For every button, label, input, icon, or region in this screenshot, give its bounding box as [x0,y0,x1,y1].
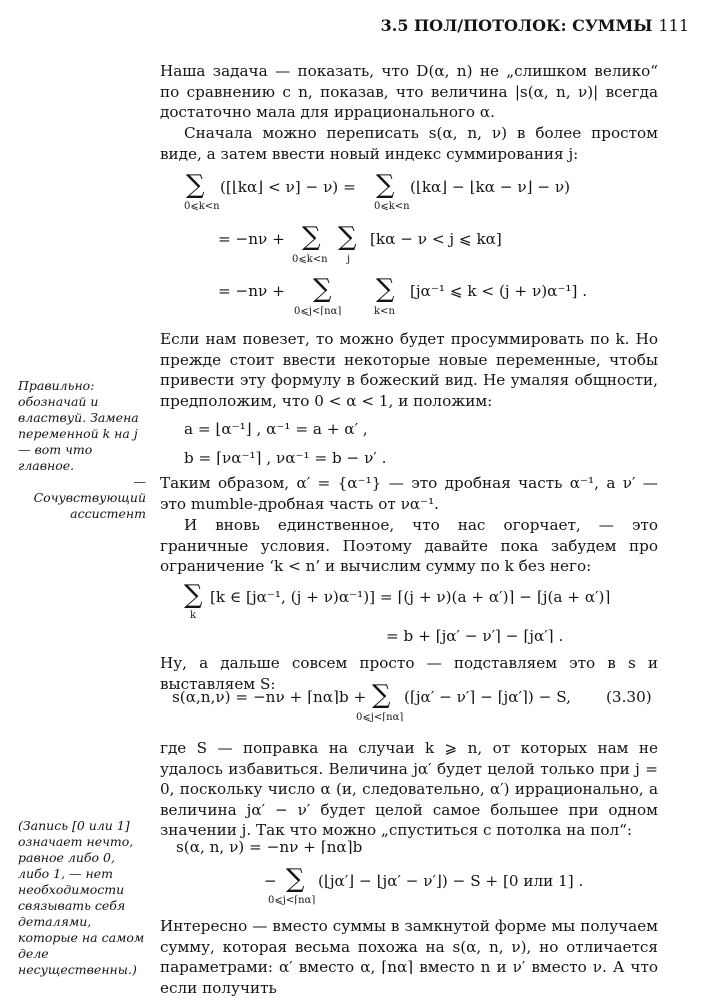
eq1-sub-b: 0⩽k<n [374,201,410,212]
equation-number: (3.30) [606,688,652,706]
sum-symbol: ∑ [184,580,203,610]
paragraph-5: И вновь единственное, что нас огорчает, — это граничные условия. Поэтому давайте пока забудем про ограничение ‘k < n’ и вычислим сумму по k без него: [160,516,658,576]
sum-symbol: ∑ [376,274,395,304]
sum-symbol: ∑ [186,170,205,200]
eq1-line3-pre: = −nν + [218,282,285,300]
eq5-line1: s(α, n, ν) = −nν + ⌈nα⌉b [176,838,363,856]
paragraph-1: Наша задача — показать, что D(α, n) не „слишком велико“ по сравнению с n, показав, что величина |s(α, n, ν)| всегда достаточно мала для иррационального α. [160,62,658,122]
eq1-line2-pre: = −nν + [218,230,285,248]
paragraph-8: Интересно — вместо суммы в замкнутой форме мы получаем сумму, которая весьма похожа на s(α, n, ν), но отличается параметрами: α′ вместо α, ⌈nα⌉ вместо n и ν′ вместо ν. А что если получить [160,917,658,997]
eq1-line2-sub2: j [347,254,351,265]
page-number: 111 [658,16,689,35]
running-header [381,16,689,35]
sum-symbol: ∑ [372,680,391,710]
paragraph-4: Таким образом, α′ = {α⁻¹} — это дробная часть α⁻¹, а ν′ — это mumble-дробная часть от να⁻¹. [160,474,658,513]
sum-symbol: ∑ [376,170,395,200]
eq3-line2: = b + ⌈jα′ − ν′⌉ − ⌈jα′⌉ . [386,627,564,645]
sum-symbol: ∑ [302,222,321,252]
paragraph-3: Если нам повезет, то можно будет просуммировать по k. Но прежде стоит ввести некоторые новые переменные, чтобы привести эту формулу в божеский вид. Не умаляя общности, предположим, что 0 < α < 1, и положим: [160,330,658,410]
margin-note-2: (Запись [0 или 1] означает нечто, равное либо 0, либо 1, — нет необходимости связывать себя деталями, которые на самом деле несущественны.) [18,818,145,977]
margin-note-1-signature: — Сочувствующий ассистент [33,474,146,521]
eq1-sub-a: 0⩽k<n [184,201,220,212]
eq1-line1-lhs: ([⌊kα⌋ < ν] − ν) = [220,178,356,196]
eq1-line3-sub2: k<n [374,306,395,317]
eq5-line2-body: (⌊jα′⌋ − ⌊jα′ − ν′⌋) − S + [0 или 1] . [318,872,584,890]
eq1-line3-body: [jα⁻¹ ⩽ k < (j + ν)α⁻¹] . [410,282,588,300]
eq4-pre: s(α,n,ν) = −nν + ⌈nα⌉b + [172,688,367,706]
eq1-line1-rhs: (⌊kα⌋ − ⌊kα − ν⌋ − ν) [410,178,571,196]
eq5-sub: 0⩽j<⌈nα⌉ [268,895,316,906]
eq3-sub: k [190,610,197,621]
eq2-line2: b = ⌈να⁻¹⌉ , να⁻¹ = b − ν′ . [184,449,387,467]
eq5-line2-pre: − [264,872,277,890]
eq3-line1-body: [k ∈ [jα⁻¹, (j + ν)α⁻¹)] = ⌈(j + ν)(a + α′)⌉ − ⌈j(a + α′)⌉ [210,588,611,606]
section-title: 3.5 ПОЛ/ПОТОЛОК: СУММЫ [380,16,653,35]
paragraph-6: Ну, а дальше совсем просто — подставляем это в s и выставляем S: [160,654,658,693]
eq4-body: (⌈jα′ − ν′⌉ − ⌈jα′⌉) − S, [404,688,571,706]
margin-note-1: Правильно: обозначай и властвуй. Замена переменной k на j — вот что главное. — Сочувствующий ассистент [18,378,146,521]
sum-symbol: ∑ [338,222,357,252]
sum-symbol: ∑ [286,864,305,894]
eq1-line3-sub1: 0⩽j<⌈nα⌉ [294,306,342,317]
paragraph-7: где S — поправка на случаи k ⩾ n, от которых нам не удалось избавиться. Величина jα′ будет целой только при j = 0, поскольку число α (и, следовательно, α′) иррационально, а величина jα′ − ν′ будет целой самое большее при одном значении j. Так что можно „спуститься с потолка на пол“: [160,739,658,840]
eq2-line1: a = ⌊α⁻¹⌋ , α⁻¹ = a + α′ , [184,420,368,438]
eq1-line2-body: [kα − ν < j ⩽ kα] [370,230,502,248]
eq4-sub: 0⩽j<⌈nα⌉ [356,712,404,723]
paragraph-2: Сначала можно переписать s(α, n, ν) в более простом виде, а затем ввести новый индекс суммирования j: [160,124,658,163]
eq1-line2-sub1: 0⩽k<n [292,254,328,265]
sum-symbol: ∑ [313,274,332,304]
